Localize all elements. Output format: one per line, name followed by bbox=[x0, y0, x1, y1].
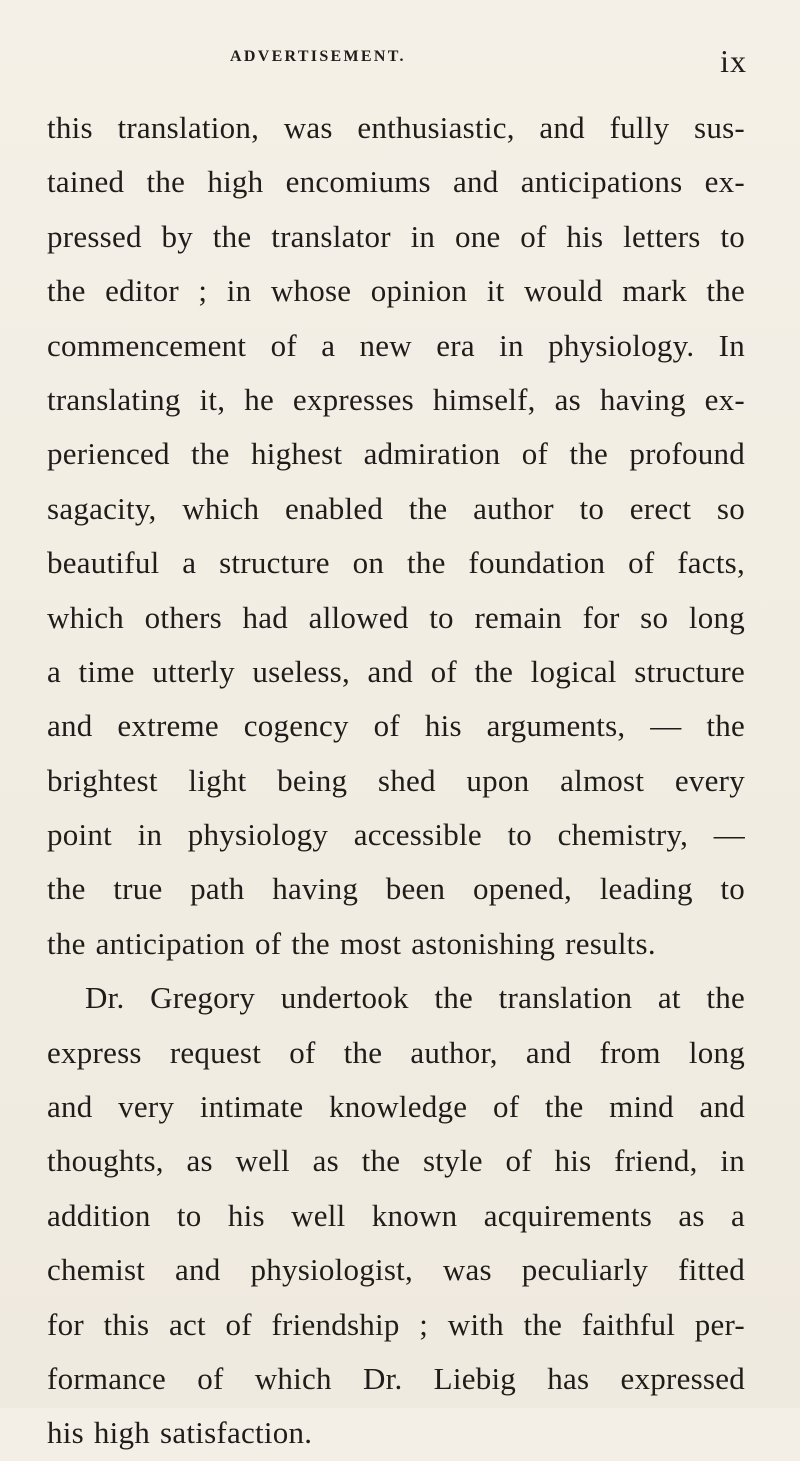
text-line-paragraph-start: Dr. Gregory undertook the translation at the bbox=[85, 980, 745, 1016]
text-line: the editor ; in whose opinion it would mark the bbox=[47, 273, 745, 309]
text-line: the true path having been opened, leading to bbox=[47, 871, 745, 907]
text-line: addition to his well known acquirements as a bbox=[47, 1197, 745, 1233]
text-line: formance of which Dr. Liebig has expressed bbox=[47, 1360, 745, 1396]
text-line: perienced the highest admiration of the profound bbox=[47, 436, 745, 472]
text-line: translating it, he expresses himself, as having ex- bbox=[47, 381, 745, 417]
text-line: this translation, was enthusiastic, and fully sus- bbox=[47, 110, 745, 145]
text-line: thoughts, as well as the style of his friend, in bbox=[47, 1143, 745, 1179]
text-line: and extreme cogency of his arguments, — the bbox=[47, 708, 745, 744]
text-line: the anticipation of the most astonishing results. bbox=[47, 925, 656, 961]
text-line: a time utterly useless, and of the logical structure bbox=[47, 653, 745, 689]
page-number: ix bbox=[720, 43, 747, 79]
text-line: sagacity, which enabled the author to erect so bbox=[47, 490, 745, 526]
text-line: express request of the author, and from long bbox=[47, 1034, 745, 1070]
text-line: tained the high encomiums and anticipations ex- bbox=[47, 164, 745, 200]
text-line: his high satisfaction. bbox=[47, 1415, 313, 1451]
text-line: pressed by the translator in one of his letters to bbox=[47, 218, 745, 254]
text-line: chemist and physiologist, was peculiarly fitted bbox=[47, 1252, 745, 1288]
text-line: for this act of friendship ; with the faithful per- bbox=[47, 1306, 745, 1342]
body-text bbox=[47, 101, 745, 1461]
text-line: point in physiology accessible to chemistry, — bbox=[47, 817, 745, 853]
text-line: brightest light being shed upon almost every bbox=[47, 762, 745, 798]
running-head: ADVERTISEMENT. bbox=[230, 48, 406, 65]
text-line: beautiful a structure on the foundation of facts, bbox=[47, 545, 745, 581]
text-line: commencement of a new era in physiology. In bbox=[47, 327, 745, 363]
text-line: which others had allowed to remain for so long bbox=[47, 599, 745, 635]
text-line: and very intimate knowledge of the mind and bbox=[47, 1089, 745, 1125]
